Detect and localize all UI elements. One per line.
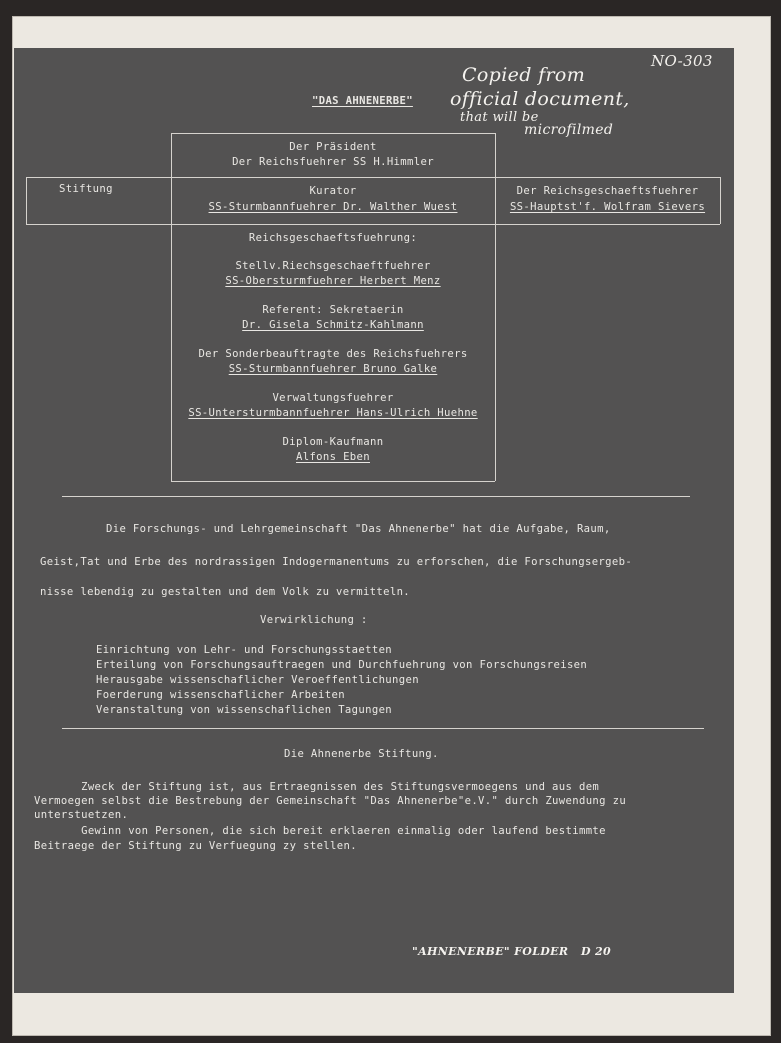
- staff-role-2: Referent: Sekretaerin: [262, 304, 404, 316]
- document-title: "DAS AHNENERBE": [312, 95, 413, 107]
- handnote-line-1: Copied from: [462, 64, 586, 86]
- staff-role-1: Stellv.Riechsgeschaeftfuehrer: [235, 260, 431, 272]
- kurator-row-bottom: [26, 224, 720, 225]
- stiftung-line-1: Zweck der Stiftung ist, aus Ertraegnissen des Stiftungsvermoegens und aus dem: [34, 781, 600, 793]
- stiftung-line-5: Beitraege der Stiftung zu Verfuegung zy stellen.: [34, 840, 357, 852]
- president-box-top: [171, 133, 495, 134]
- photostat-document: [14, 48, 734, 993]
- stiftung-line-3: unterstuetzen.: [34, 809, 129, 821]
- org-box-bottom: [171, 481, 495, 482]
- verwirklichung-item-4: Foerderung wissenschaflicher Arbeiten: [96, 689, 345, 701]
- gf-cell-right: [720, 177, 721, 224]
- handnote-line-2: official document,: [450, 88, 630, 110]
- verwirklichung-item-2: Erteilung von Forschungsauftraegen und Durchfuehrung von Forschungsreisen: [96, 659, 588, 671]
- kurator-name: SS-Sturmbannfuehrer Dr. Walther Wuest: [208, 201, 458, 213]
- president-title: Der Präsident: [289, 141, 377, 153]
- purpose-line-3: nisse lebendig zu gestalten und dem Volk zu vermitteln.: [40, 586, 411, 598]
- gf-title: Der Reichsgeschaeftsfuehrer: [516, 185, 699, 197]
- verwirklichung-item-5: Veranstaltung von wissenschaflichen Tagungen: [96, 704, 393, 716]
- verwirklichung-heading: Verwirklichung :: [260, 614, 368, 626]
- stiftung-line-2: Vermoegen selbst die Bestrebung der Gemeinschaft "Das Ahnenerbe"e.V." durch Zuwendung zu: [34, 795, 627, 807]
- stiftung-heading: Die Ahnenerbe Stiftung.: [284, 748, 439, 760]
- staff-role-3: Der Sonderbeauftragte des Reichsfuehrers: [198, 348, 468, 360]
- staff-name-2: Dr. Gisela Schmitz-Kahlmann: [242, 319, 424, 331]
- purpose-line-1: Die Forschungs- und Lehrgemeinschaft "Das Ahnenerbe" hat die Aufgabe, Raum,: [106, 523, 611, 535]
- staff-name-1: SS-Obersturmfuehrer Herbert Menz: [225, 275, 441, 287]
- rgf-heading: Reichsgeschaeftsfuehrung:: [248, 232, 418, 244]
- staff-name-4: SS-Untersturmbannfuehrer Hans-Ulrich Huehne: [188, 407, 478, 419]
- president-name: Der Reichsfuehrer SS H.Himmler: [232, 156, 434, 168]
- handnote-line-4: microfilmed: [524, 122, 614, 138]
- stiftung-line-4: Gewinn von Personen, die sich bereit erklaeren einmalig oder laufend bestimmte: [34, 825, 606, 837]
- staff-name-5: Alfons Eben: [295, 451, 370, 463]
- kurator-row-top: [26, 177, 720, 178]
- purpose-line-2: Geist,Tat und Erbe des nordrassigen Indogermanentums zu erforschen, die Forschungsergeb-: [40, 556, 633, 568]
- staff-role-4: Verwaltungsfuehrer: [272, 392, 394, 404]
- verwirklichung-item-3: Herausgabe wissenschaflicher Veroeffentlichungen: [96, 674, 419, 686]
- gf-name: SS-Hauptst'f. Wolfram Sievers: [509, 201, 706, 213]
- stiftung-label: Stiftung: [59, 183, 113, 195]
- staff-role-5: Diplom-Kaufmann: [282, 436, 384, 448]
- divider-1: [62, 496, 690, 497]
- verwirklichung-item-1: Einrichtung von Lehr- und Forschungsstaetten: [96, 644, 393, 656]
- divider-2: [62, 728, 704, 729]
- handnote-line-3: that will be: [460, 110, 539, 125]
- stiftung-cell-left: [26, 177, 27, 224]
- document-number: NO-303: [651, 52, 713, 70]
- staff-name-3: SS-Sturmbannfuehrer Bruno Galke: [228, 363, 438, 375]
- kurator-title: Kurator: [309, 185, 357, 197]
- folder-note: "AHNENERBE" FOLDER D 20: [412, 945, 612, 958]
